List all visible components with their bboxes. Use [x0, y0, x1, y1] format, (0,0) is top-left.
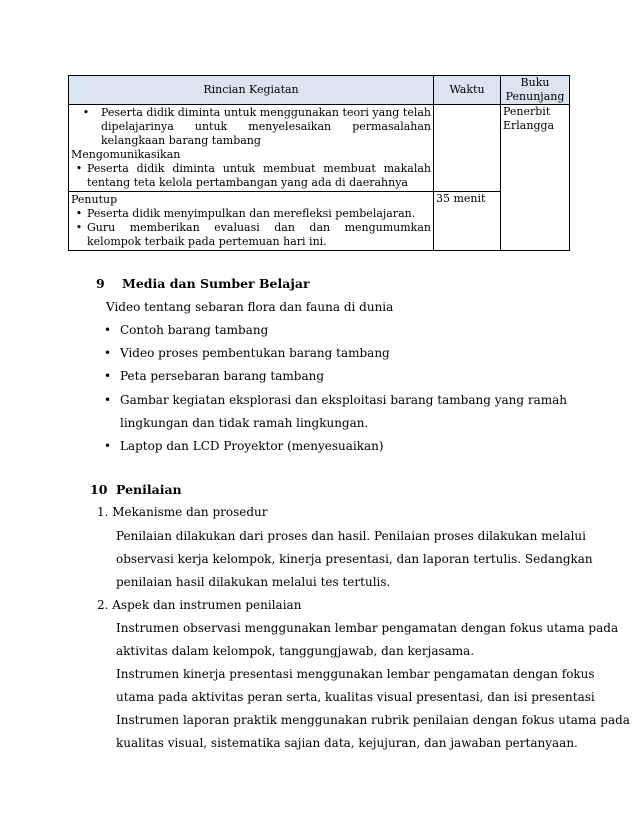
bullet-icon: • — [104, 369, 112, 383]
paragraph-line: observasi kerja kelompok, kinerja presentasi, dan laporan tertulis. Sedangkan — [116, 552, 593, 566]
list-item: • Peta persebaran barang tambang — [104, 369, 325, 383]
paragraph-line: penilaian hasil dilakukan melalui tes tertulis. — [116, 575, 391, 589]
paragraph-line: kualitas visual, sistematika sajian data, kejujuran, dan jawaban pertanyaan. — [116, 736, 578, 750]
list-item: • Peserta didik menyimpulkan dan merefleksi pembelajaran. — [71, 207, 431, 221]
paragraph-line: Instrumen kinerja presentasi menggunakan lembar pengamatan dengan fokus — [116, 667, 595, 681]
paragraph-line: utama pada aktivitas peran serta, kualitas visual presentasi, dan isi presentasi — [116, 690, 595, 704]
list-item: • Gambar kegiatan eksplorasi dan eksploitasi barang tambang yang ramah — [104, 393, 568, 407]
bullet-icon: • — [104, 346, 112, 360]
subsection-1-label: 1. Mekanisme dan prosedur — [97, 505, 268, 519]
table-row — [69, 105, 570, 192]
list-item: • Peserta didik diminta untuk menggunakan teori yang telah dipelajarinya untuk menyelesaikan permasalahan kelangkaan barang tambang — [71, 106, 431, 148]
paragraph-line: Instrumen laporan praktik menggunakan rubrik penilaian dengan fokus utama pada — [116, 713, 630, 727]
subheading-penutup: Penutup — [71, 193, 118, 206]
bullet-icon: • — [82, 106, 90, 119]
list-item: • Guru memberikan evaluasi dan dan mengumumkan kelompok terbaik pada pertemuan hari ini. — [71, 221, 431, 249]
section-9-heading — [96, 276, 310, 291]
list-item: • Video proses pembentukan barang tambang — [104, 346, 390, 360]
rincian-cell — [69, 105, 434, 192]
list-item-continuation: lingkungan dan tidak ramah lingkungan. — [120, 416, 369, 430]
paragraph-line: Instrumen observasi menggunakan lembar pengamatan dengan fokus utama pada — [116, 621, 619, 635]
list-item: • Contoh barang tambang — [104, 323, 269, 337]
bullet-icon: • — [75, 221, 83, 234]
list-item: • Laptop dan LCD Proyektor (menyesuaikan) — [104, 439, 384, 453]
section-title: Penilaian — [116, 482, 182, 497]
rincian-cell — [69, 192, 434, 251]
paragraph-line: Penilaian dilakukan dari proses dan hasil. Penilaian proses dilakukan melalui — [116, 529, 586, 543]
bullet-icon: • — [104, 393, 112, 407]
bullet-icon: • — [104, 439, 112, 453]
section-10-heading — [90, 482, 182, 497]
paragraph-line: aktivitas dalam kelompok, tanggungjawab, dan kerjasama. — [116, 644, 475, 658]
header-rincian: Rincian Kegiatan — [69, 76, 434, 105]
subsection-2-label: 2. Aspek dan instrumen penilaian — [97, 598, 302, 612]
activity-table — [68, 75, 570, 251]
buku-cell: Penerbit Erlangga — [501, 105, 570, 251]
section-number: 9 — [96, 276, 105, 291]
table-header-row — [69, 76, 570, 105]
bullet-icon: • — [75, 207, 83, 220]
subheading-mengomunikasikan: Mengomunikasikan — [71, 148, 181, 161]
section-number: 10 — [90, 482, 108, 497]
waktu-cell: 35 menit — [434, 192, 501, 251]
waktu-cell-empty — [434, 105, 501, 192]
header-buku: Buku Penunjang — [501, 76, 570, 105]
list-item: • Peserta didik diminta untuk membuat membuat makalah tentang teta kelola pertambangan yang ada di daerahnya — [71, 162, 431, 190]
section-title: Media dan Sumber Belajar — [122, 276, 310, 291]
media-intro: Video tentang sebaran flora dan fauna di dunia — [106, 300, 394, 314]
bullet-icon: • — [104, 323, 112, 337]
table-row — [69, 192, 570, 251]
header-waktu: Waktu — [434, 76, 501, 105]
bullet-icon: • — [75, 162, 83, 175]
